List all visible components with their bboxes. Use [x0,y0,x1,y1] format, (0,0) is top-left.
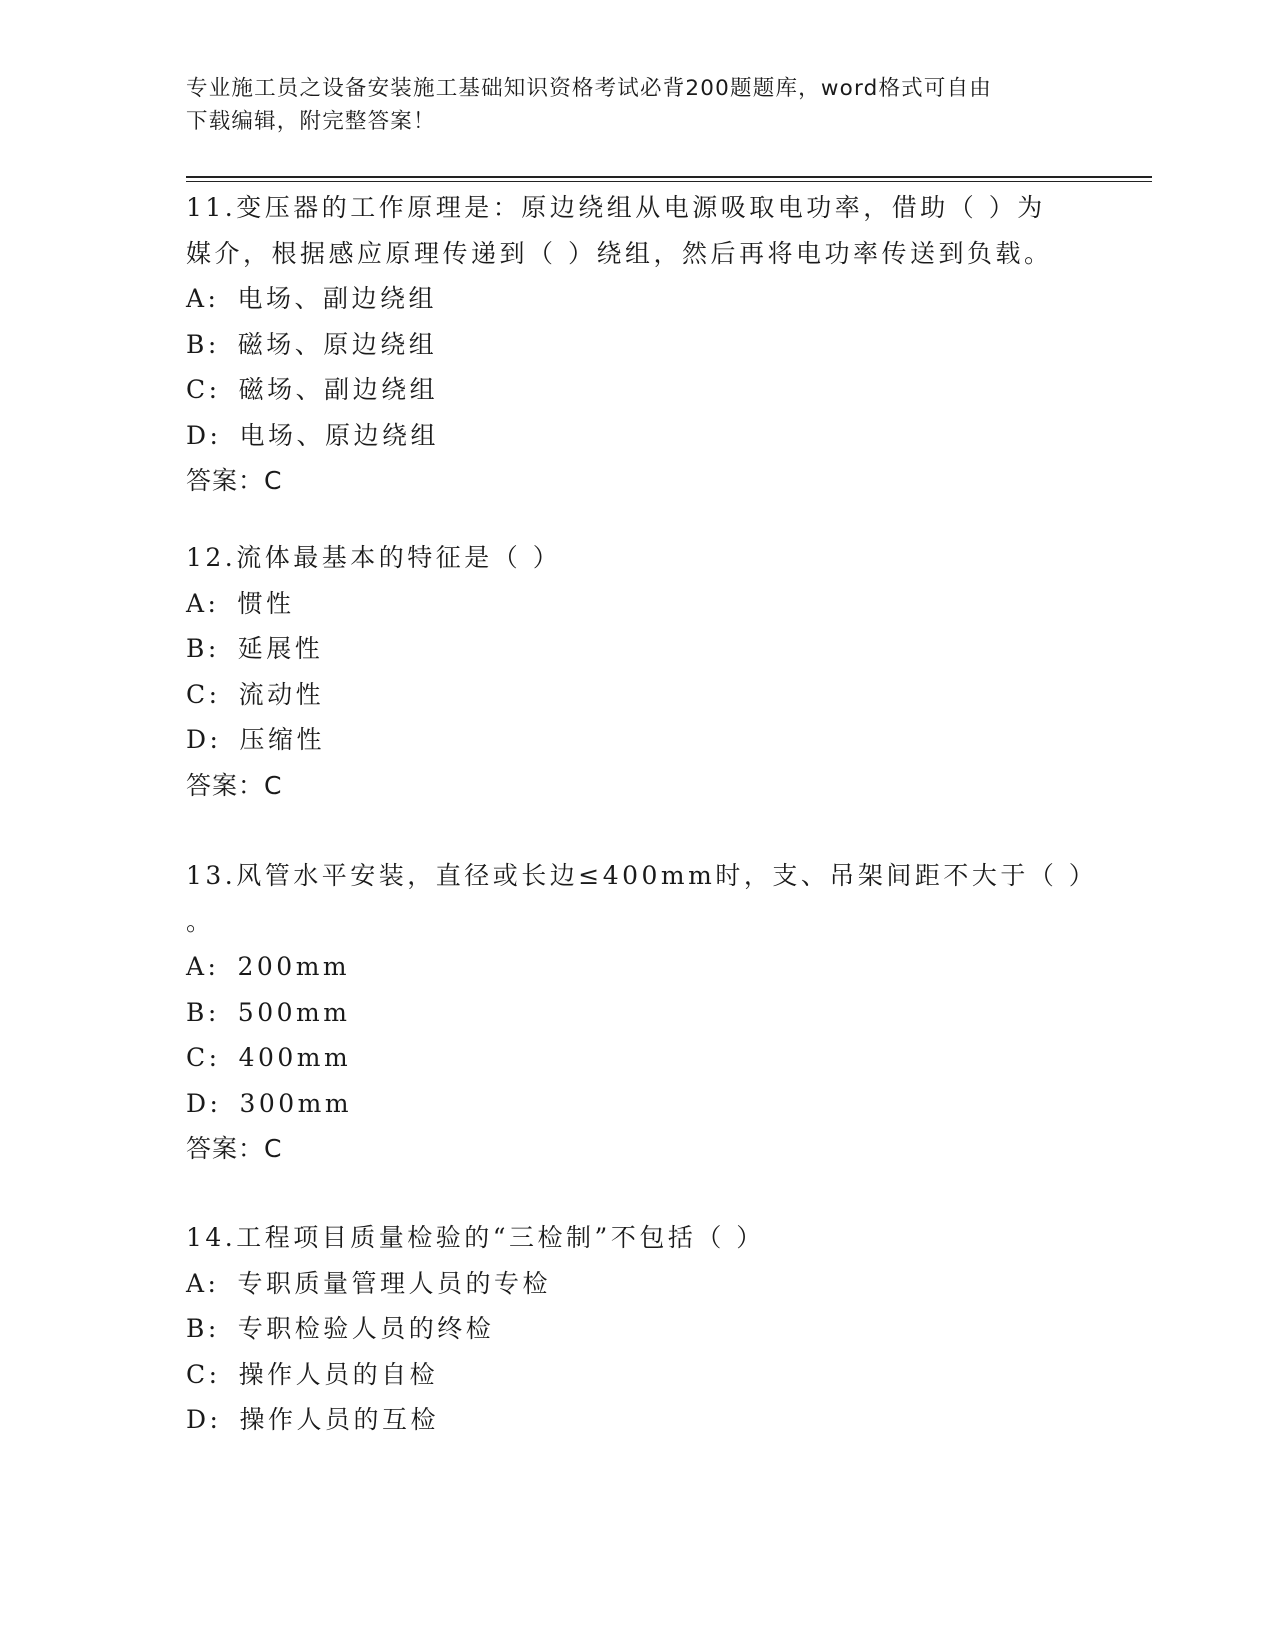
option-letter: C: [186,1043,221,1072]
option-text: 磁场、原边绕组 [237,329,438,359]
answer-line: 答案：C [186,1134,283,1163]
question-stem-line: 。 [186,906,215,936]
option-letter: C: [186,1359,221,1389]
question-stem-line: 13.风管水平安装，直径或长边≤400mm时，支、吊架间距不大于（ ） [186,861,1098,890]
option-text: 专职质量管理人员的专检 [237,1268,551,1298]
option-b [186,990,1066,1036]
question-stem-line: 11.变压器的工作原理是：原边绕组从电源吸取电功率，借助（ ）为 [186,193,1046,222]
option-letter: C: [186,679,221,709]
option-b [186,322,1066,368]
question-11 [186,185,1066,504]
option-letter: B: [186,997,220,1027]
question-14 [186,1215,1066,1443]
option-text: 操作人员的互检 [239,1405,439,1434]
header-divider-thick [186,176,1152,178]
option-letter: D: [186,1405,222,1434]
option-text: 200mm [237,952,351,981]
header-line-2: 下载编辑，附完整答案！ [186,109,436,134]
option-a [186,581,1066,627]
option-b [186,626,1066,672]
answer-line: 答案：C [186,770,283,800]
option-text: 磁场、副边绕组 [238,375,439,404]
option-b [186,1306,1066,1352]
header-divider-thin [186,181,1152,182]
question-13 [186,853,1098,1172]
option-letter: D: [186,725,222,754]
option-text: 400mm [238,1043,352,1072]
option-a [186,944,1066,990]
option-text: 电场、副边绕组 [237,284,437,313]
option-c [186,1035,1066,1081]
option-d [186,413,1066,459]
question-stem-line: 14.工程项目质量检验的“三检制”不包括（ ） [186,1223,765,1252]
option-c [186,367,1066,413]
option-a [186,1261,1066,1307]
option-d [186,717,1066,763]
question-stem-line: 12.流体最基本的特征是（ ） [186,543,562,572]
option-letter: B: [186,329,220,359]
option-c [186,1352,1066,1398]
question-stem-line: 媒介，根据感应原理传递到（ ）绕组，然后再将电功率传送到负载。 [186,238,1053,268]
option-letter: D: [186,420,222,450]
answer-line: 答案：C [186,466,283,495]
option-letter: B: [186,1314,220,1343]
option-d [186,1081,1066,1127]
option-letter: A: [186,952,220,981]
option-letter: B: [186,634,220,663]
option-text: 惯性 [237,588,295,618]
option-letter: A: [186,284,220,313]
option-letter: A: [186,588,220,618]
option-text: 300mm [239,1088,353,1118]
option-d [186,1397,1066,1443]
option-letter: A: [186,1268,220,1298]
option-a [186,276,1066,322]
header-line-1: 专业施工员之设备安装施工基础知识资格考试必背200题题库，word格式可自由 [186,76,992,101]
option-text: 压缩性 [239,725,325,754]
option-letter: D: [186,1088,222,1118]
option-text: 专职检验人员的终检 [237,1314,495,1343]
document-header [186,72,1066,138]
question-12 [186,535,1066,808]
option-text: 流动性 [238,679,325,709]
option-text: 500mm [237,997,351,1027]
option-text: 操作人员的自检 [238,1359,439,1389]
option-text: 电场、原边绕组 [239,420,439,450]
option-c [186,672,1066,718]
option-letter: C: [186,375,221,404]
option-text: 延展性 [237,634,324,663]
